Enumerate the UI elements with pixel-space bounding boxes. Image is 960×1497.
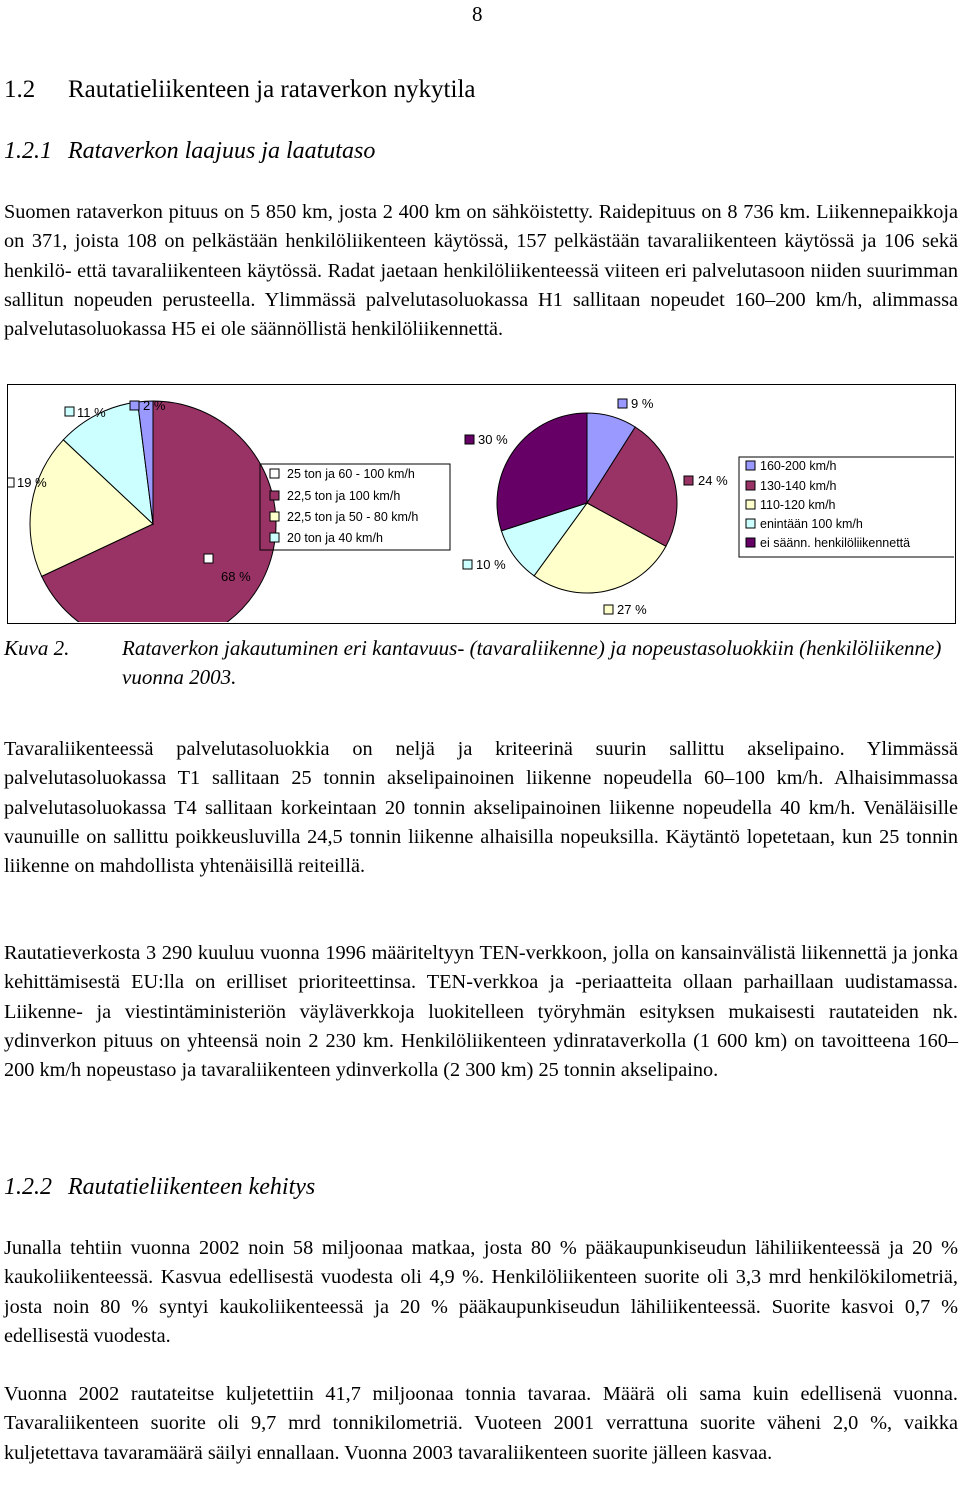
label-marker: [204, 554, 213, 563]
legend-swatch-0: [746, 461, 755, 470]
subsection-number-2: 1.2.2: [4, 1174, 52, 1200]
slice-label-30: 30 %: [478, 432, 508, 447]
legend-axle-load: [260, 464, 450, 550]
slice-label-11: 11 %: [77, 405, 106, 420]
legend-item-3: enintään 100 km/h: [760, 517, 863, 531]
label-marker: [465, 435, 474, 444]
section-number: 1.2: [4, 76, 36, 103]
legend-swatch-1: [270, 491, 279, 500]
legend-item-2: 22,5 ton ja 50 - 80 km/h: [287, 510, 419, 524]
legend-speed-class: [739, 457, 954, 557]
slice-label-24: 24 %: [698, 473, 728, 488]
legend-swatch-3: [746, 519, 755, 528]
section-heading: [4, 76, 475, 104]
pie-charts: [8, 385, 954, 622]
pie-chart-speed-class: [497, 413, 677, 593]
label-marker: [604, 605, 613, 614]
legend-swatch-2: [270, 512, 279, 521]
subsection-title-1: Rataverkon laajuus ja laatutaso: [68, 138, 376, 164]
slice-label-19: 19 %: [17, 475, 47, 490]
legend-item-2: 110-120 km/h: [760, 498, 836, 512]
paragraph-network-size: Suomen rataverkon pituus on 5 850 km, josta 2 400 km on sähköistetty. Raidepituus on 8 736 km. Liikennepaikkoja on 371, joista 108 on pelkästään henkilöliikenteen käytössä, 157 pelkästään tavaraliikenteen käytössä ja 106 sekä henkilö- että tavaraliikenteen käytössä. Radat jaetaan henkilöliikenteessä viiteen eri palvelutasoon niiden suurimman sallitun nopeuden perusteella. Ylimmässä palvelutasoluokassa H1 sallitaan nopeudet 160–200 km/h, alimmassa palvelutasoluokassa H5 ei ole säännöllistä henkilöliikennettä.: [4, 201, 958, 341]
legend-item-3: 20 ton ja 40 km/h: [287, 531, 383, 545]
slice-label-27: 27 %: [617, 602, 647, 617]
label-marker: [130, 401, 139, 410]
subsection-title-2: Rautatieliikenteen kehitys: [68, 1174, 316, 1200]
label-marker: [684, 476, 693, 485]
legend-swatch-4: [746, 538, 755, 547]
caption-label: Kuva 2.: [4, 636, 70, 660]
legend-item-0: 25 ton ja 60 - 100 km/h: [287, 467, 415, 481]
slice-label-68: 68 %: [221, 569, 251, 584]
label-marker: [618, 399, 627, 408]
page-number: 8: [472, 2, 483, 26]
section-title: Rautatieliikenteen ja rataverkon nykytila: [68, 76, 476, 103]
label-marker: [8, 478, 14, 487]
slice-label-2: 2 %: [143, 398, 166, 413]
subsection-heading-1: [4, 138, 375, 165]
paragraph-freight-classes: Tavaraliikenteessä palvelutasoluokkia on neljä ja kriteerinä suurin sallittu akselipaino. Ylimmässä palvelutasoluokassa T1 sallitaan 25 tonnin akselipainoinen liikenne nopeudella 60–100 km/h. Alhaisimmassa palvelutasoluokassa T4 sallitaan korkeintaan 20 tonnin akselipainoinen liikenne nopeudella 40 km/h. Venäläisille vaunuille on sallittu poikkeusluvilla 24,5 tonnin liikenne alhaisilla nopeuksilla. Käytäntö lopetetaan, kun 25 tonnin liikenne on mahdollista yhtenäisillä reiteillä.: [4, 738, 958, 878]
label-marker: [463, 560, 472, 569]
paragraph-passenger-traffic: Junalla tehtiin vuonna 2002 noin 58 miljoonaa matkaa, josta 80 % pääkaupunkiseudun lähiliikenteessä ja 20 % kaukoliikenteessä. Kasvua edellisestä vuodesta oli 4,9 %. Henkilöliikenteen suorite oli 3,3 mrd henkilökilometriä, josta noin 80 % syntyi kaukoliikenteessä ja 20 % pääkaupunkiseudun lähiliikenteessä. Suorite kasvoi 0,7 % edellisestä vuodesta.: [4, 1237, 958, 1347]
legend-item-1: 22,5 ton ja 100 km/h: [287, 489, 401, 503]
legend-swatch-2: [746, 500, 755, 509]
label-marker: [65, 407, 74, 416]
legend-swatch-0: [270, 469, 279, 478]
legend-item-1: 130-140 km/h: [760, 479, 837, 493]
subsection-heading-2: [4, 1174, 315, 1201]
subsection-number-1: 1.2.1: [4, 138, 52, 164]
paragraph-freight-traffic: Vuonna 2002 rautateitse kuljetettiin 41,7 miljoonaa tonnia tavaraa. Määrä oli sama kuin edellisenä vuonna. Tavaraliikenteen suorite oli 9,7 mrd tonnikilometriä. Vuoteen 2001 verrattuna suorite väheni 2,0 %, vaikka kuljetettava tavaramäärä säilyi ennallaan. Vuonna 2003 tavaraliikenteen suorite jälleen kasvaa.: [4, 1383, 958, 1464]
paragraph-ten-network: Rautatieverkosta 3 290 kuuluu vuonna 1996 määriteltyyn TEN-verkkoon, jolla on kansainvälistä liikennettä ja jonka kehittämisestä EU:lla on erilliset prioriteettinsa. TEN-verkkoa ja -periaatteita ollaan parhaillaan uudistamassa. Liikenne- ja viestintäministeriön väyläverkkoja luokitelleen työryhmän esityksen mukaisesti rautateiden nk. ydinverkon pituus on yhteensä noin 2 230 km. Henkilöliikenteen ydinrataverkolla (1 600 km) on tavoitteena 160–200 km/h nopeustaso ja tavaraliikenteen ydinverkolla (2 300 km) 25 tonnin akselipaino.: [4, 942, 958, 1082]
chart-frame: [7, 384, 956, 624]
pie-chart-axle-load: [30, 401, 276, 622]
legend-swatch-1: [746, 481, 755, 490]
legend-item-4: ei säänn. henkilöliikennettä: [760, 536, 911, 550]
caption-text: Rataverkon jakautuminen eri kantavuus- (tavaraliikenne) ja nopeustasoluokkiin (henkilöliikenne) vuonna 2003.: [122, 636, 942, 689]
legend-item-0: 160-200 km/h: [760, 459, 837, 473]
legend-swatch-3: [270, 533, 279, 542]
slice-label-9: 9 %: [631, 396, 654, 411]
slice-label-10: 10 %: [476, 557, 506, 572]
